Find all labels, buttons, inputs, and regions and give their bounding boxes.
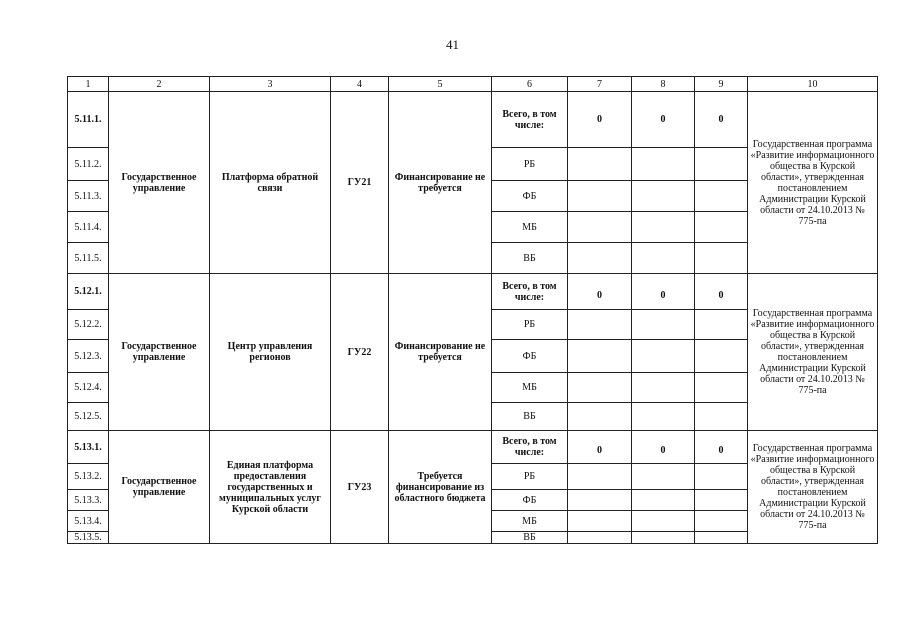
funding-source: РБ: [492, 310, 568, 340]
empty-cell: [695, 464, 748, 490]
measure-name-cell: Платформа обратной связи: [210, 92, 331, 274]
header-cell: 1: [68, 77, 109, 92]
empty-cell: [632, 181, 695, 212]
empty-cell: [632, 310, 695, 340]
row-id: 5.13.2.: [68, 464, 109, 490]
empty-cell: [568, 464, 632, 490]
value-cell: 0: [632, 431, 695, 464]
funding-source: ФБ: [492, 340, 568, 373]
table-row: [68, 92, 878, 148]
responsible-cell: Государственное управление: [109, 92, 210, 274]
header-cell: 4: [331, 77, 389, 92]
empty-cell: [568, 373, 632, 403]
empty-cell: [695, 148, 748, 181]
row-id: 5.13.4.: [68, 511, 109, 532]
row-id: 5.13.5.: [68, 532, 109, 544]
header-cell: 8: [632, 77, 695, 92]
value-cell: 0: [568, 431, 632, 464]
empty-cell: [695, 490, 748, 511]
row-id: 5.11.5.: [68, 243, 109, 274]
table-row: [68, 274, 878, 310]
code-cell: ГУ22: [331, 274, 389, 431]
empty-cell: [632, 403, 695, 431]
funding-source-total: Всего, в том числе:: [492, 431, 568, 464]
empty-cell: [632, 212, 695, 243]
financing-cell: Финансирование не требуется: [389, 92, 492, 274]
empty-cell: [695, 511, 748, 532]
empty-cell: [568, 532, 632, 544]
row-id: 5.12.2.: [68, 310, 109, 340]
program-table: [67, 76, 878, 544]
empty-cell: [695, 340, 748, 373]
program-reference: Государственная программа «Развитие информационного общества в Курской области», утвержденная постановлением Администрации Курской области от 24.10.2013 № 775-па: [748, 274, 878, 431]
empty-cell: [695, 403, 748, 431]
header-row: [68, 77, 878, 92]
value-cell: 0: [632, 274, 695, 310]
measure-name-cell: Центр управления регионов: [210, 274, 331, 431]
value-cell: 0: [695, 431, 748, 464]
row-id: 5.12.3.: [68, 340, 109, 373]
empty-cell: [568, 403, 632, 431]
empty-cell: [632, 340, 695, 373]
funding-source: МБ: [492, 373, 568, 403]
program-reference: Государственная программа «Развитие информационного общества в Курской области», утвержденная постановлением Администрации Курской области от 24.10.2013 № 775-па: [748, 92, 878, 274]
measure-name-cell: Единая платформа предоставления государственных и муниципальных услуг Курской области: [210, 431, 331, 544]
row-id: 5.11.2.: [68, 148, 109, 181]
empty-cell: [568, 243, 632, 274]
funding-source: ФБ: [492, 181, 568, 212]
funding-source: ФБ: [492, 490, 568, 511]
funding-source-total: Всего, в том числе:: [492, 274, 568, 310]
row-id: 5.12.1.: [68, 274, 109, 310]
funding-source: МБ: [492, 212, 568, 243]
row-id: 5.11.3.: [68, 181, 109, 212]
row-id: 5.13.1.: [68, 431, 109, 464]
header-cell: 7: [568, 77, 632, 92]
funding-source: ВБ: [492, 532, 568, 544]
row-id: 5.13.3.: [68, 490, 109, 511]
funding-source-total: Всего, в том числе:: [492, 92, 568, 148]
responsible-cell: Государственное управление: [109, 431, 210, 544]
code-cell: ГУ23: [331, 431, 389, 544]
empty-cell: [695, 243, 748, 274]
empty-cell: [568, 181, 632, 212]
header-cell: 6: [492, 77, 568, 92]
header-cell: 5: [389, 77, 492, 92]
funding-source: ВБ: [492, 403, 568, 431]
code-cell: ГУ21: [331, 92, 389, 274]
value-cell: 0: [568, 274, 632, 310]
funding-source: ВБ: [492, 243, 568, 274]
row-id: 5.11.4.: [68, 212, 109, 243]
page-number: 41: [446, 37, 459, 52]
empty-cell: [568, 148, 632, 181]
empty-cell: [632, 148, 695, 181]
header-cell: 3: [210, 77, 331, 92]
row-id: 5.12.5.: [68, 403, 109, 431]
funding-source: МБ: [492, 511, 568, 532]
financing-cell: Требуется финансирование из областного бюджета: [389, 431, 492, 544]
header-cell: 9: [695, 77, 748, 92]
table-row: [68, 431, 878, 464]
empty-cell: [568, 212, 632, 243]
value-cell: 0: [695, 274, 748, 310]
empty-cell: [632, 464, 695, 490]
funding-source: РБ: [492, 148, 568, 181]
financing-cell: Финансирование не требуется: [389, 274, 492, 431]
empty-cell: [632, 532, 695, 544]
empty-cell: [632, 243, 695, 274]
empty-cell: [695, 373, 748, 403]
empty-cell: [632, 511, 695, 532]
empty-cell: [568, 490, 632, 511]
empty-cell: [568, 511, 632, 532]
responsible-cell: Государственное управление: [109, 274, 210, 431]
program-reference: Государственная программа «Развитие информационного общества в Курской области», утвержденная постановлением Администрации Курской области от 24.10.2013 № 775-па: [748, 431, 878, 544]
value-cell: 0: [695, 92, 748, 148]
empty-cell: [632, 490, 695, 511]
funding-source: РБ: [492, 464, 568, 490]
row-id: 5.11.1.: [68, 92, 109, 148]
empty-cell: [695, 532, 748, 544]
header-cell: 2: [109, 77, 210, 92]
empty-cell: [695, 310, 748, 340]
empty-cell: [695, 181, 748, 212]
row-id: 5.12.4.: [68, 373, 109, 403]
empty-cell: [568, 310, 632, 340]
header-cell: 10: [748, 77, 878, 92]
empty-cell: [632, 373, 695, 403]
value-cell: 0: [568, 92, 632, 148]
empty-cell: [568, 340, 632, 373]
value-cell: 0: [632, 92, 695, 148]
empty-cell: [695, 212, 748, 243]
